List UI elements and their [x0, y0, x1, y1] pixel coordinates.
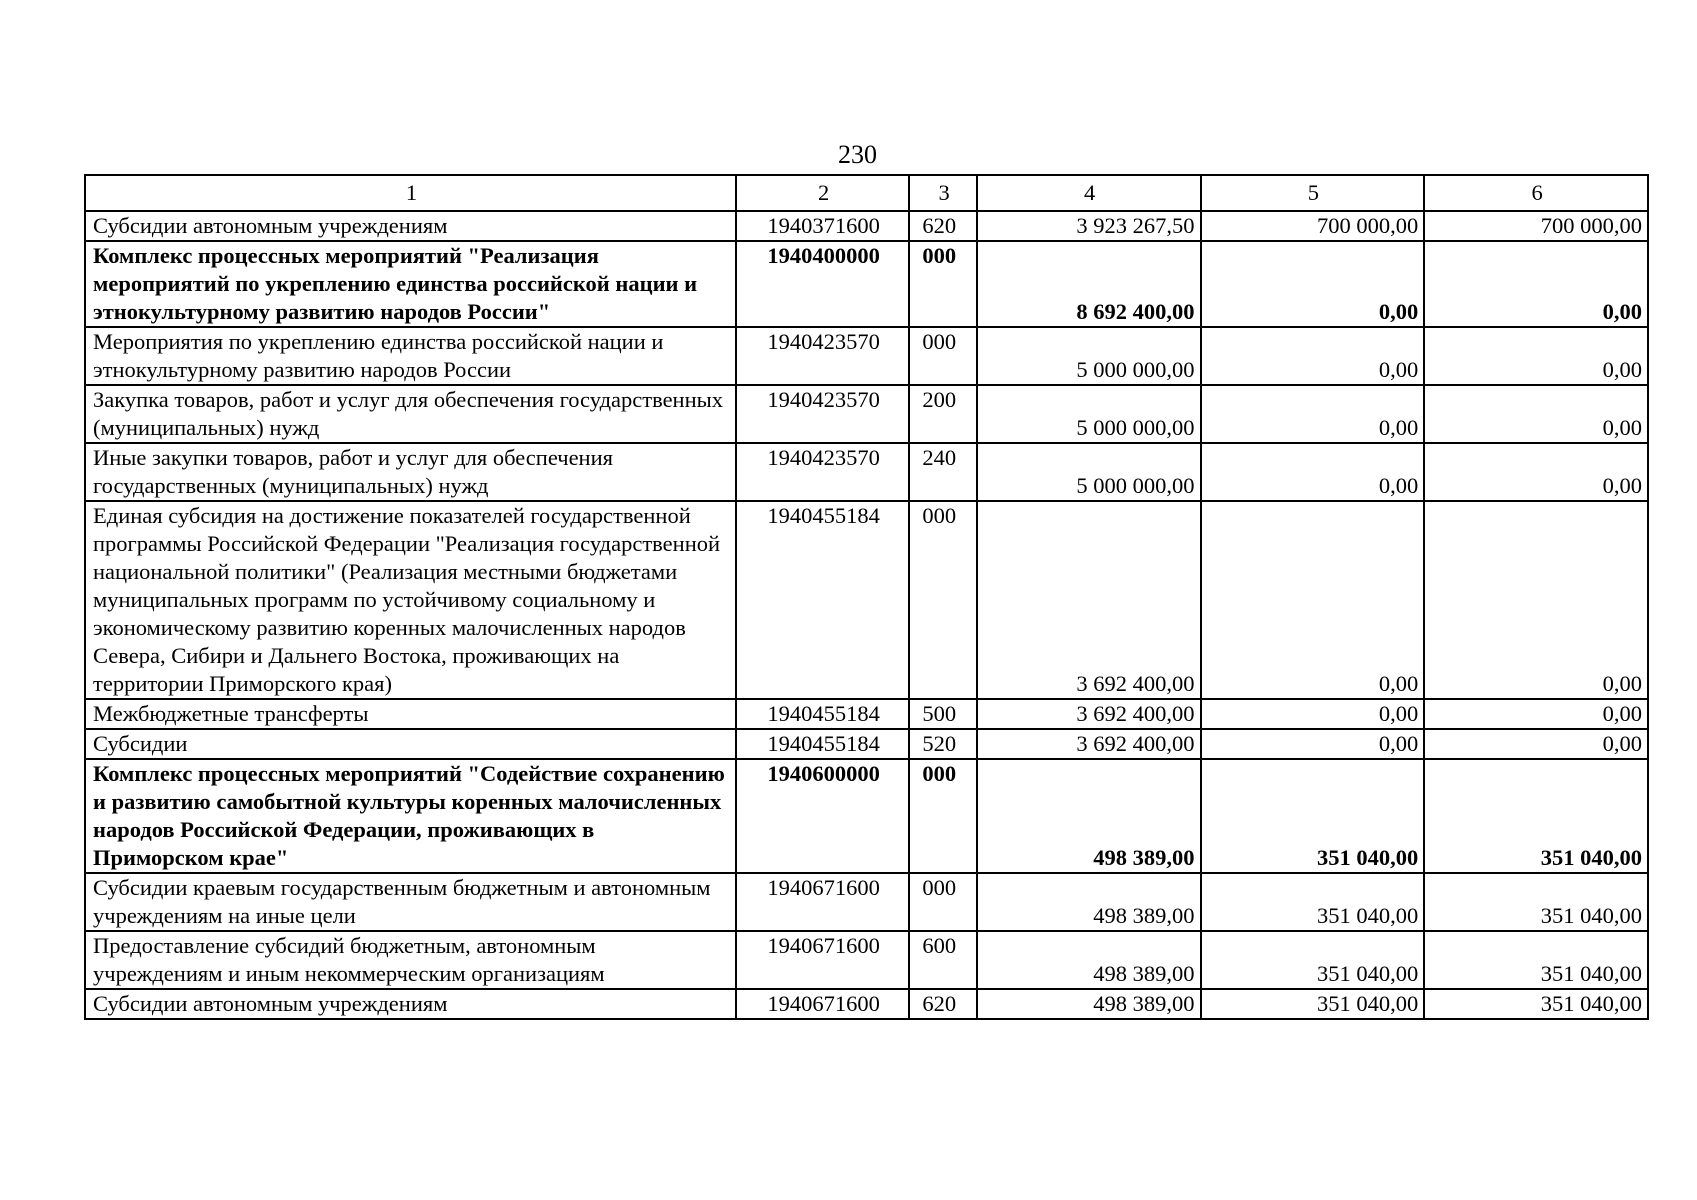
expense-type-cell: 000	[909, 241, 977, 327]
target-code-cell: 1940455184	[736, 729, 909, 759]
amount-2024-cell: 3 692 400,00	[977, 729, 1201, 759]
table-row	[85, 699, 1648, 729]
amount-2026-cell: 351 040,00	[1424, 759, 1648, 873]
table-row	[85, 729, 1648, 759]
amount-2026-cell: 0,00	[1424, 327, 1648, 385]
target-code-cell: 1940423570	[736, 385, 909, 443]
amount-2025-cell: 700 000,00	[1201, 211, 1425, 241]
amount-2024-cell: 5 000 000,00	[977, 385, 1201, 443]
amount-2026-cell: 0,00	[1424, 729, 1648, 759]
target-code-cell: 1940455184	[736, 699, 909, 729]
table-row	[85, 241, 1648, 327]
name-cell: Субсидии автономным учреждениям	[85, 989, 736, 1019]
amount-2026-cell: 351 040,00	[1424, 873, 1648, 931]
expense-type-cell: 620	[909, 211, 977, 241]
amount-2026-cell: 0,00	[1424, 501, 1648, 699]
name-cell: Закупка товаров, работ и услуг для обеспечения государственных (муниципальных) нужд	[85, 385, 736, 443]
amount-2026-cell: 0,00	[1424, 699, 1648, 729]
amount-2026-cell: 351 040,00	[1424, 989, 1648, 1019]
amount-2025-cell: 0,00	[1201, 501, 1425, 699]
table-row	[85, 989, 1648, 1019]
amount-2025-cell: 351 040,00	[1201, 931, 1425, 989]
amount-2025-cell: 0,00	[1201, 443, 1425, 501]
amount-2025-cell: 0,00	[1201, 327, 1425, 385]
column-header: 5	[1201, 175, 1425, 211]
budget-table	[84, 174, 1649, 1020]
amount-2024-cell: 3 692 400,00	[977, 699, 1201, 729]
amount-2026-cell: 0,00	[1424, 443, 1648, 501]
expense-type-cell: 500	[909, 699, 977, 729]
target-code-cell: 1940423570	[736, 443, 909, 501]
amount-2025-cell: 0,00	[1201, 729, 1425, 759]
target-code-cell: 1940671600	[736, 873, 909, 931]
amount-2024-cell: 5 000 000,00	[977, 443, 1201, 501]
column-header: 3	[909, 175, 977, 211]
name-cell: Мероприятия по укреплению единства российской нации и этнокультурному развитию народов России	[85, 327, 736, 385]
amount-2025-cell: 0,00	[1201, 385, 1425, 443]
table-row	[85, 385, 1648, 443]
expense-type-cell: 200	[909, 385, 977, 443]
table-row	[85, 931, 1648, 989]
table-row	[85, 443, 1648, 501]
expense-type-cell: 620	[909, 989, 977, 1019]
expense-type-cell: 000	[909, 759, 977, 873]
name-cell: Единая субсидия на достижение показателей государственной программы Российской Федерации "Реализация государственной национальной политики" (Реализация местными бюджетами муниципальных программ по устойчивому социальному и экономическому развитию коренных малочисленных народов Севера, Сибири и Дальнего Востока, проживающих на территории Приморского края)	[85, 501, 736, 699]
name-cell: Иные закупки товаров, работ и услуг для обеспечения государственных (муниципальных) нужд	[85, 443, 736, 501]
table-row	[85, 327, 1648, 385]
amount-2025-cell: 351 040,00	[1201, 873, 1425, 931]
amount-2026-cell: 700 000,00	[1424, 211, 1648, 241]
expense-type-cell: 240	[909, 443, 977, 501]
amount-2024-cell: 3 923 267,50	[977, 211, 1201, 241]
target-code-cell: 1940423570	[736, 327, 909, 385]
target-code-cell: 1940400000	[736, 241, 909, 327]
amount-2024-cell: 3 692 400,00	[977, 501, 1201, 699]
name-cell: Межбюджетные трансферты	[85, 699, 736, 729]
amount-2024-cell: 498 389,00	[977, 759, 1201, 873]
table-row	[85, 873, 1648, 931]
amount-2026-cell: 0,00	[1424, 385, 1648, 443]
expense-type-cell: 000	[909, 327, 977, 385]
table-row	[85, 211, 1648, 241]
target-code-cell: 1940671600	[736, 931, 909, 989]
amount-2025-cell: 0,00	[1201, 241, 1425, 327]
amount-2024-cell: 5 000 000,00	[977, 327, 1201, 385]
name-cell: Комплекс процессных мероприятий "Содействие сохранению и развитию самобытной культуры коренных малочисленных народов Российской Федерации, проживающих в Приморском крае"	[85, 759, 736, 873]
target-code-cell: 1940671600	[736, 989, 909, 1019]
column-header: 6	[1424, 175, 1648, 211]
target-code-cell: 1940371600	[736, 211, 909, 241]
expense-type-cell: 520	[909, 729, 977, 759]
column-header: 2	[736, 175, 909, 211]
expense-type-cell: 600	[909, 931, 977, 989]
column-header: 4	[977, 175, 1201, 211]
name-cell: Субсидии автономным учреждениям	[85, 211, 736, 241]
amount-2026-cell: 351 040,00	[1424, 931, 1648, 989]
name-cell: Субсидии	[85, 729, 736, 759]
column-header: 1	[85, 175, 736, 211]
page-number: 230	[838, 140, 877, 169]
target-code-cell: 1940455184	[736, 501, 909, 699]
table-header-row	[85, 175, 1648, 211]
amount-2025-cell: 351 040,00	[1201, 759, 1425, 873]
table-row	[85, 501, 1648, 699]
amount-2024-cell: 498 389,00	[977, 873, 1201, 931]
amount-2026-cell: 0,00	[1424, 241, 1648, 327]
name-cell: Субсидии краевым государственным бюджетным и автономным учреждениям на иные цели	[85, 873, 736, 931]
amount-2024-cell: 498 389,00	[977, 931, 1201, 989]
name-cell: Комплекс процессных мероприятий "Реализация мероприятий по укреплению единства российской нации и этнокультурному развитию народов России"	[85, 241, 736, 327]
table-row	[85, 759, 1648, 873]
amount-2024-cell: 8 692 400,00	[977, 241, 1201, 327]
amount-2025-cell: 0,00	[1201, 699, 1425, 729]
amount-2025-cell: 351 040,00	[1201, 989, 1425, 1019]
name-cell: Предоставление субсидий бюджетным, автономным учреждениям и иным некоммерческим организациям	[85, 931, 736, 989]
target-code-cell: 1940600000	[736, 759, 909, 873]
expense-type-cell: 000	[909, 873, 977, 931]
expense-type-cell: 000	[909, 501, 977, 699]
amount-2024-cell: 498 389,00	[977, 989, 1201, 1019]
